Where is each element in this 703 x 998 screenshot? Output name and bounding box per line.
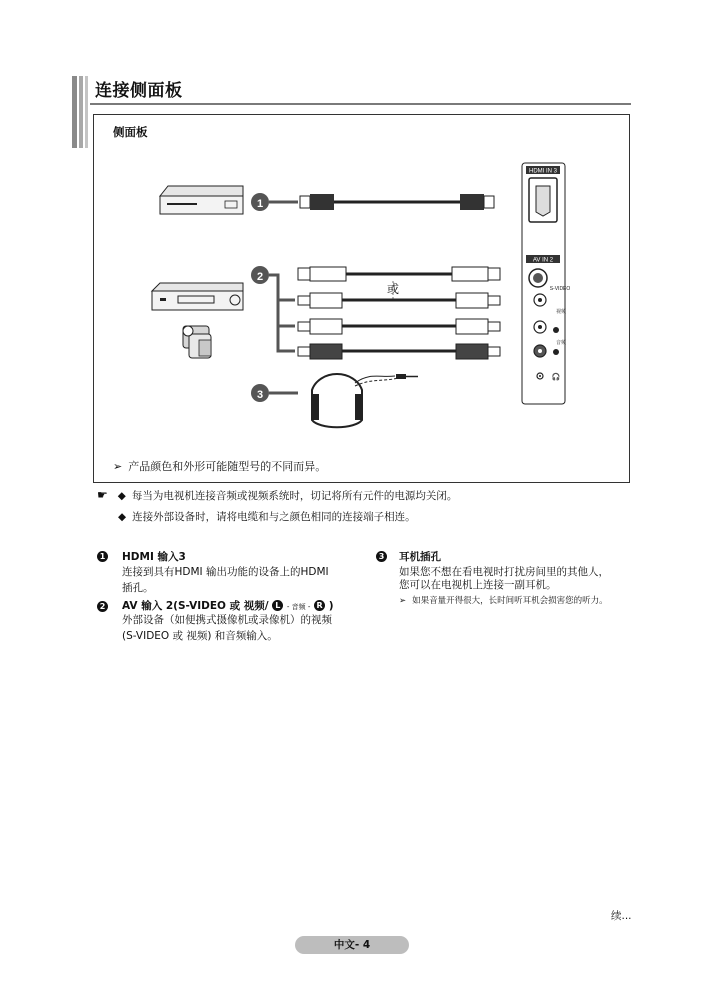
audio-right-rca-cable — [298, 344, 500, 359]
page-number: 中文- 4 — [295, 936, 409, 954]
item-3-note-text: 如果音量开得很大，长时间听耳机会损害您的听力。 — [412, 596, 608, 606]
hdmi-cable — [300, 194, 494, 210]
svg-text:AV IN 2: AV IN 2 — [532, 257, 554, 264]
item-3-line-2: 您可以在电视机上连接一副耳机。 — [399, 579, 557, 591]
item-1-line-1: 连接到具有HDMI 输出功能的设备上的HDMI — [122, 566, 329, 578]
item-3-title: 耳机插孔 — [399, 551, 441, 563]
item-1-number: 1 — [97, 551, 108, 562]
or-label: 或 — [386, 282, 400, 296]
item-3-note — [399, 594, 608, 606]
callout-2 — [251, 266, 295, 351]
note-arrow-icon: ➢ — [399, 596, 407, 606]
panel-note-text: 产品颜色和外形可能随型号的不同而异。 — [128, 460, 327, 473]
page-title: 连接侧面板 — [95, 81, 183, 101]
headphones — [312, 374, 418, 428]
bullet-row-1 — [97, 488, 457, 503]
item-2-number: 2 — [97, 601, 108, 612]
callout-3 — [251, 384, 298, 402]
bullet-row-2 — [118, 509, 416, 524]
item-1-line-2: 插孔。 — [122, 582, 154, 594]
item-1-title: HDMI 输入3 — [122, 551, 186, 563]
diamond-icon: ◆ — [117, 490, 126, 502]
note-arrow-icon: ➢ — [113, 460, 123, 473]
item-3-line-1: 如果您不想在看电视时打扰房间里的其他人， — [399, 566, 609, 578]
item-2-line-1: 外部设备（如便携式摄像机或录像机）的视频 — [122, 614, 332, 626]
diamond-icon: ◆ — [118, 511, 127, 523]
audio-left-rca-cable — [298, 319, 500, 334]
svg-text:1: 1 — [256, 198, 264, 210]
bullet-2-text: 连接外部设备时，请将电缆和与之颜色相同的连接端子相连。 — [132, 511, 416, 523]
callout-1 — [251, 193, 298, 211]
svg-text:视频: 视频 — [556, 309, 567, 315]
panel-note — [113, 458, 326, 474]
svg-text:HDMI IN 3: HDMI IN 3 — [528, 168, 558, 175]
item-2-title-text: AV 输入 2(S-VIDEO 或 视频/ — [122, 600, 269, 612]
bullet-1-text: 每当为电视机连接音频或视频系统时，切记将所有元件的电源均关闭。 — [131, 490, 458, 502]
camcorder-device — [183, 326, 211, 358]
svg-text:3: 3 — [256, 389, 264, 401]
svg-text:🎧: 🎧 — [551, 373, 561, 381]
item-2-title-audio: - 音频 - — [286, 603, 311, 611]
item-2-line-2: (S-VIDEO 或 视频) 和音频输入。 — [122, 630, 278, 642]
panel-label: 侧面板 — [113, 125, 148, 139]
dvd-player-device — [160, 186, 243, 214]
svg-text:音频: 音频 — [556, 340, 567, 346]
item-3-number: 3 — [376, 551, 387, 562]
item-2-title — [122, 598, 334, 613]
svg-text:2: 2 — [256, 271, 264, 283]
item-2-title-end: ) — [328, 600, 334, 612]
continued-label: 续... — [611, 910, 632, 922]
vcr-device — [152, 283, 243, 310]
right-channel-icon: R — [314, 600, 325, 611]
pointing-hand-icon: ☛ — [97, 488, 108, 502]
svg-text:S-VIDEO: S-VIDEO — [549, 286, 571, 292]
left-channel-icon: L — [272, 600, 283, 611]
svideo-cable — [298, 267, 500, 281]
tv-side-panel — [522, 163, 570, 404]
